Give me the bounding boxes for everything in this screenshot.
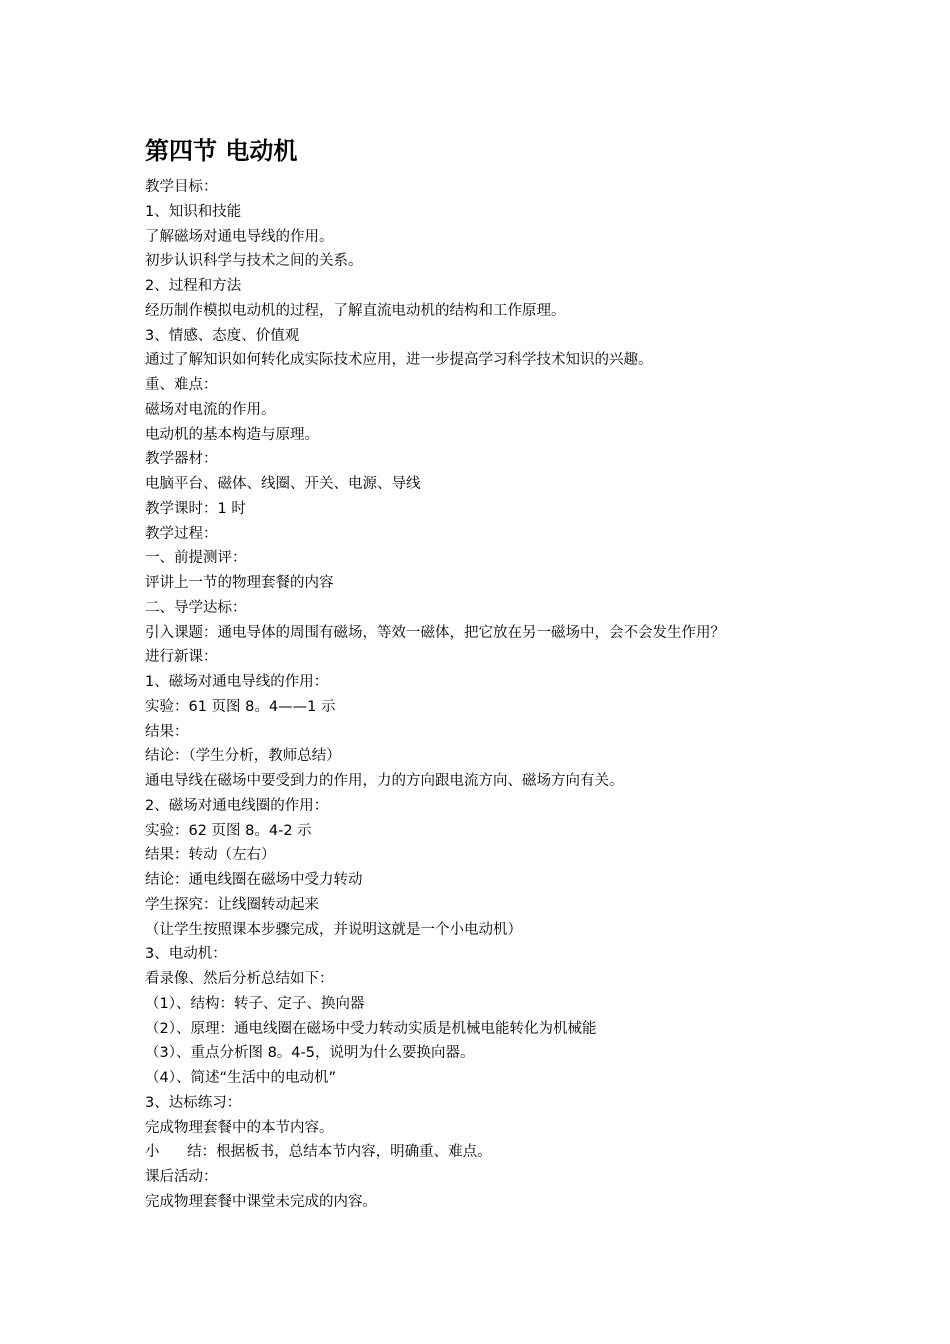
text-line: 初步认识科学与技术之间的关系。 xyxy=(145,253,363,270)
text-line: 实验：62 页图 8。4-2 示 xyxy=(145,822,312,839)
text-line: （2）、原理：通电线圈在磁场中受力转动实质是机械电能转化为机械能 xyxy=(145,1020,597,1037)
text-line: 电脑平台、磁体、线圈、开关、电源、导线 xyxy=(145,476,421,492)
text-line: 1、磁场对通电导线的作用： xyxy=(145,674,329,690)
lesson-plan-body xyxy=(145,175,925,1215)
text-line: （3）、重点分析图 8。4-5，说明为什么要换向器。 xyxy=(145,1045,475,1062)
text-line: 评讲上一节的物理套餐的内容 xyxy=(145,575,334,591)
text-line: 通电导线在磁场中要受到力的作用，力的方向跟电流方向、磁场方向有关。 xyxy=(145,773,624,789)
text-line: 电动机的基本构造与原理。 xyxy=(145,426,319,443)
text-line: 磁场对电流的作用。 xyxy=(145,401,276,418)
text-line: 教学过程： xyxy=(145,525,218,542)
page-title: 第四节 电动机 xyxy=(145,137,298,165)
text-line: 进行新课： xyxy=(145,649,218,666)
text-line: 结论：通电线圈在磁场中受力转动 xyxy=(145,872,363,888)
text-line: 结论：（学生分析，教师总结） xyxy=(145,748,341,765)
text-line: 通过了解知识如何转化成实际技术应用，进一步提高学习科学技术知识的兴趣。 xyxy=(145,352,653,369)
text-line: 结果：转动（左右） xyxy=(145,847,276,864)
text-line: 教学课时：1 时 xyxy=(145,500,246,517)
text-line: 了解磁场对通电导线的作用。 xyxy=(145,228,334,245)
text-line: 实验：61 页图 8。4——1 示 xyxy=(145,698,336,715)
text-line: （1）、结构：转子、定子、换向器 xyxy=(145,995,365,1012)
text-line: 学生探究：让线圈转动起来 xyxy=(145,896,319,913)
text-line: （让学生按照课本步骤完成，并说明这就是一个小电动机） xyxy=(145,921,522,938)
text-line: （4）、简述“生活中的电动机” xyxy=(145,1070,336,1086)
text-line: 结果： xyxy=(145,723,189,740)
text-line: 1、知识和技能 xyxy=(145,203,242,220)
text-line: 二、导学达标： xyxy=(145,599,247,616)
text-line: 2、过程和方法 xyxy=(145,278,242,294)
text-line: 教学器材： xyxy=(145,451,218,468)
text-line: 一、前提测评： xyxy=(145,550,247,567)
text-line: 小 结：根据板书，总结本节内容，明确重、难点。 xyxy=(145,1144,492,1161)
text-line: 引入课题：通电导体的周围有磁场，等效一磁体，把它放在另一磁场中，会不会发生作用？ xyxy=(145,624,725,641)
text-line: 课后活动： xyxy=(145,1169,218,1185)
text-line: 经历制作模拟电动机的过程，了解直流电动机的结构和工作原理。 xyxy=(145,302,566,319)
text-line: 3、达标练习： xyxy=(145,1094,242,1111)
text-line: 教学目标： xyxy=(145,179,218,195)
text-line: 2、磁场对通电线圈的作用： xyxy=(145,797,329,814)
text-line: 看录像、然后分析总结如下： xyxy=(145,971,334,987)
text-line: 完成物理套餐中的本节内容。 xyxy=(145,1119,334,1136)
text-line: 完成物理套餐中课堂未完成的内容。 xyxy=(145,1193,377,1210)
text-line: 重、难点： xyxy=(145,377,218,393)
text-line: 3、情感、态度、价值观 xyxy=(145,327,300,344)
text-line: 3、电动机： xyxy=(145,946,227,963)
